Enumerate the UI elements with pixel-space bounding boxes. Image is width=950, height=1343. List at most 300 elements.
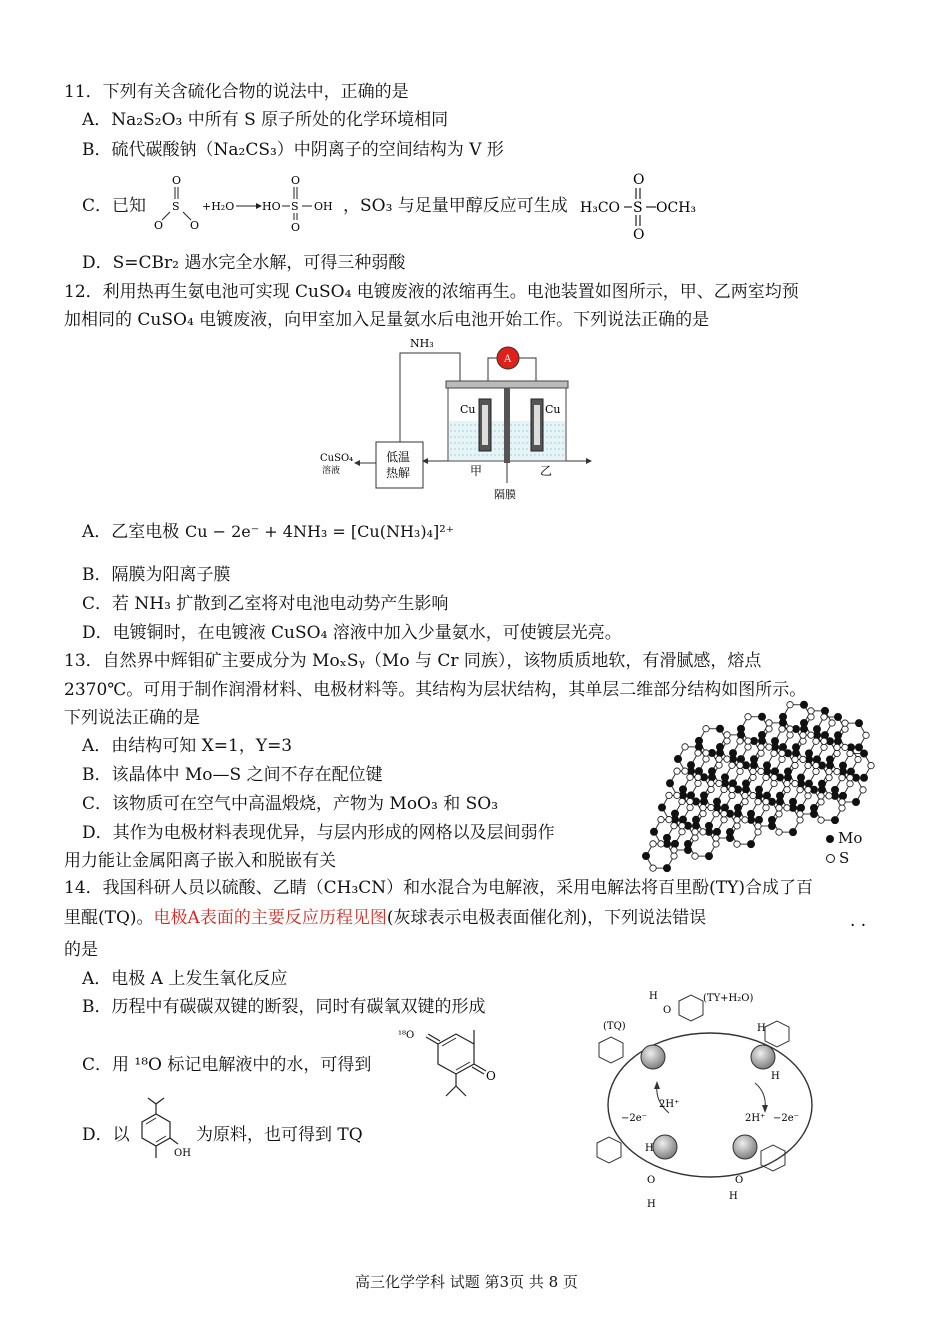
s-atom [839, 775, 845, 781]
q14-stem-line3: 的是 [64, 940, 98, 960]
s-atom [716, 780, 722, 786]
s-atom [763, 799, 769, 805]
mo-atom [852, 798, 859, 805]
mo-atom [834, 713, 841, 720]
s-atom [674, 768, 680, 774]
mo-atom [758, 731, 765, 738]
mo-atom [826, 756, 833, 763]
mo-atom [821, 707, 828, 714]
s-atom [860, 787, 866, 793]
chamber-yi-label: 乙 [540, 464, 553, 478]
s-atom [708, 780, 714, 786]
q12-option-a-equation: Cu − 2e⁻ + 4NH₃ = [Cu(NH₃)₄]²⁺ [185, 522, 455, 541]
s-atom [737, 738, 743, 744]
catalytic-cycle-diagram [585, 985, 815, 1210]
s-atom [724, 756, 730, 762]
s-atom [787, 732, 793, 738]
solution-label: 溶液 [322, 466, 341, 476]
q12-stem-line1: 12．利用热再生氨电池可实现 CuSO₄ 电镀废液的浓缩再生。电池装置如图所示，甲、乙两室均预 [64, 282, 799, 302]
s-atom [721, 817, 727, 823]
s-atom [708, 804, 714, 810]
s-atom [713, 841, 719, 847]
s-atom [713, 811, 719, 817]
s-atom [745, 744, 751, 750]
mo-atom [810, 804, 817, 811]
mo-atom [663, 865, 670, 872]
emphasis-dots: · · [850, 916, 867, 936]
q14-stem-prefix: 里醌(TQ)。 [64, 908, 154, 928]
pyrolysis-box [376, 442, 423, 488]
q12-option-d: D．电镀铜时，在电镀液 CuSO₄ 溶液中加入少量氨水，可使镀层光亮。 [82, 623, 622, 643]
s-atom [821, 714, 827, 720]
s-atom [745, 738, 751, 744]
mo-atom [821, 732, 828, 739]
mo-atom [742, 780, 749, 787]
cycle-o-bottom-left: O [647, 1175, 656, 1186]
mo-atom [779, 713, 786, 720]
mo-atom [800, 719, 807, 726]
ty-h2o-label: (TY+H₂O) [703, 993, 754, 1004]
pyrolysis-line1: 低温 [386, 450, 411, 464]
mo-atom [797, 804, 804, 811]
mo-atom [768, 816, 775, 823]
dms-s: S [633, 200, 643, 216]
s-atom [787, 702, 793, 708]
q13-stem-line2: 2370℃。可用于制作润滑材料、电极材料等。其结构为层状结构，其单层二维部分结构如图所示。 [64, 680, 807, 700]
mo-atom [779, 744, 786, 751]
catalyst-ball-3 [653, 1135, 677, 1159]
mo-atom [708, 768, 715, 775]
s-atom [729, 762, 735, 768]
q14-option-d-prefix: D．以 [82, 1125, 130, 1145]
s-atom [784, 780, 790, 786]
mo-atom [671, 840, 678, 847]
s-atom [666, 816, 672, 822]
s-atom [818, 793, 824, 799]
cu-left-label: Cu [460, 403, 476, 416]
s-atom [679, 829, 685, 835]
s-atom [813, 738, 819, 744]
dms-o-top: O [633, 172, 645, 188]
s-atom [737, 762, 743, 768]
mo-atom [721, 804, 728, 811]
s-atom [692, 829, 698, 835]
q12-option-c: C．若 NH₃ 扩散到乙室将对电池电动势产生影响 [82, 594, 449, 614]
mo-atom [642, 852, 649, 859]
s-atom [821, 738, 827, 744]
s-atom [671, 823, 677, 829]
s-atom [716, 756, 722, 762]
s-atom [695, 780, 701, 786]
mo-atom [713, 828, 720, 835]
mo-atom [855, 744, 862, 751]
s-atom [750, 768, 756, 774]
q11-option-c-prefix: C．已知 [82, 196, 147, 216]
s-atom [784, 805, 790, 811]
ammonia-battery-diagram [318, 335, 598, 505]
s-atom [797, 787, 803, 793]
dms-och3: OCH₃ [656, 200, 697, 216]
mo-atom [721, 774, 728, 781]
s-atom [800, 756, 806, 762]
q14-option-d-suffix: 为原料，也可得到 TQ [196, 1125, 363, 1145]
s-atom [792, 756, 798, 762]
mo-atom [818, 780, 825, 787]
s-atom [755, 823, 761, 829]
o18-quinone-structure [398, 1024, 508, 1104]
q14-option-a: A．电极 A 上发生氧化反应 [82, 969, 288, 989]
s-atom [763, 805, 769, 811]
mo-atom [797, 774, 804, 781]
s-atom [755, 829, 761, 835]
s-atom [847, 775, 853, 781]
cycle-h-right2: H [771, 1071, 780, 1082]
mo-atom [663, 834, 670, 841]
catalyst-ball-2 [751, 1045, 775, 1069]
s-atom [679, 823, 685, 829]
q13-stem-line3: 下列说法正确的是 [64, 708, 200, 728]
s-atom [839, 805, 845, 811]
h2so4-ho: HO [262, 200, 281, 213]
mo-atom [755, 816, 762, 823]
dimethyl-sulfate-structure [580, 172, 710, 242]
s-atom [842, 744, 848, 750]
s-atom [700, 804, 706, 810]
s-atom [671, 853, 677, 859]
s-atom [818, 817, 824, 823]
s-atom [734, 817, 740, 823]
chamber-jia-label: 甲 [470, 464, 483, 478]
s-atom [703, 756, 709, 762]
s-atom [666, 792, 672, 798]
q13-stem-line1: 13．自然界中辉钼矿主要成分为 MoₓSᵧ（Mo 与 Cr 同族），该物质质地软，有滑腻感，熔点 [64, 651, 762, 671]
s-atom [742, 817, 748, 823]
quinone-o: O [486, 1069, 496, 1083]
s-atom [826, 774, 832, 780]
s-atom [695, 750, 701, 756]
s-atom [847, 781, 853, 787]
s-atom [842, 720, 848, 726]
q13-option-d-line2: 用力能让金属阳离子嵌入和脱嵌有关 [64, 851, 336, 871]
so3-hydration-structure [150, 172, 340, 232]
s-atom [779, 756, 785, 762]
mo-atom [695, 768, 702, 775]
mo-atom [737, 725, 744, 732]
s-atom [834, 768, 840, 774]
q14-option-c: C．用 ¹⁸O 标记电解液中的水，可得到 [82, 1055, 372, 1075]
s-atom [771, 750, 777, 756]
s-atom [700, 810, 706, 816]
page-footer: 高三化学学科 试题 第3页 共 8 页 [355, 1273, 578, 1291]
mo-atom [813, 756, 820, 763]
s-atom [800, 738, 806, 744]
mo-atom [679, 786, 686, 793]
q14-option-b: B．历程中有碳碳双键的断裂，同时有碳氧双键的形成 [82, 997, 486, 1017]
s-atom [758, 750, 764, 756]
mo-atom [847, 768, 854, 775]
phenol-oh: OH [174, 1148, 191, 1159]
mo-atom [695, 737, 702, 744]
s-atom [713, 835, 719, 841]
s-atom [792, 762, 798, 768]
s-atom [847, 750, 853, 756]
cycle-o-top: O [663, 1005, 672, 1016]
s-atom [808, 708, 814, 714]
s-atom [724, 732, 730, 738]
release-h-left: 2H⁺ [659, 1099, 680, 1110]
mo-atom [679, 816, 686, 823]
mo-atom [789, 829, 796, 836]
mo-atom [671, 810, 678, 817]
mo-atom [700, 792, 707, 799]
s-atom [826, 768, 832, 774]
s-atom [703, 750, 709, 756]
s-atom [855, 756, 861, 762]
mo-atom [860, 774, 867, 781]
mo-atom [792, 744, 799, 751]
q11-stem: 11．下列有关含硫化合物的说法中，正确的是 [64, 82, 409, 102]
cycle-h-bottom-right: H [729, 1191, 738, 1202]
s-atom [750, 774, 756, 780]
s-atom [787, 726, 793, 732]
mo-atom [747, 841, 754, 848]
mo-atom [716, 725, 723, 732]
s-atom [797, 811, 803, 817]
s-atom [758, 768, 764, 774]
q11-option-b: B．硫代碳酸钠（Na₂CS₃）中阴离子的空间结构为 V 形 [82, 140, 504, 160]
mo-atom [763, 762, 770, 769]
s-atom [776, 805, 782, 811]
s-atom [687, 774, 693, 780]
s-atom [766, 744, 772, 750]
mo-atom [705, 853, 712, 860]
s-atom [805, 793, 811, 799]
mo-atom [684, 840, 691, 847]
mo-atom [729, 780, 736, 787]
dms-h3co: H₃CO [580, 200, 621, 216]
s-atom [813, 762, 819, 768]
s-atom [708, 786, 714, 792]
q12-option-b: B．隔膜为阳离子膜 [82, 565, 231, 585]
s-atom [737, 768, 743, 774]
cycle-h-right: H [757, 1023, 766, 1034]
mo-atom [860, 750, 867, 757]
mo-atom [789, 798, 796, 805]
mo-atom [839, 762, 846, 769]
s-atom [721, 786, 727, 792]
s-atom [692, 853, 698, 859]
s-atom [700, 829, 706, 835]
mo-atom [805, 780, 812, 787]
s-atom [839, 799, 845, 805]
electron-left: −2e⁻ [621, 1113, 647, 1124]
s-atom [763, 774, 769, 780]
tq-label: (TQ) [603, 1021, 626, 1032]
so3-o-right: O [190, 219, 200, 232]
s-atom [771, 774, 777, 780]
s-atom [800, 732, 806, 738]
ammeter-label: A [504, 354, 512, 365]
s-atom [813, 768, 819, 774]
o18-label: ¹⁸O [398, 1030, 415, 1041]
s-atom [679, 798, 685, 804]
s-atom [650, 841, 656, 847]
legend-mo: Mo [826, 826, 862, 850]
mo-atom [650, 828, 657, 835]
q14-stem-line2 [64, 906, 706, 930]
h2so4-s: S [291, 200, 299, 213]
s-atom [776, 829, 782, 835]
q13-option-c: C．该物质可在空气中高温煅烧，产物为 MoO₃ 和 SO₃ [82, 794, 499, 814]
mo-atom [687, 792, 694, 799]
mo-atom [839, 792, 846, 799]
q12-stem-line2: 加相同的 CuSO₄ 电镀废液，向甲室加入足量氨水后电池开始工作。下列说法正确的是 [64, 310, 710, 330]
cycle-o-bottom-right: O [735, 1175, 744, 1186]
mo-atom [813, 726, 820, 733]
cycle-h-bottom-left2: H [647, 1199, 656, 1210]
q12-option-a-prefix: A．乙室电极 [82, 522, 180, 542]
mo-atom [805, 750, 812, 757]
s-atom [650, 865, 656, 871]
mo-atom [674, 755, 681, 762]
catalyst-ball-1 [641, 1045, 665, 1069]
s-atom [721, 811, 727, 817]
electron-right: −2e⁻ [773, 1113, 799, 1124]
mo-atom [758, 713, 765, 720]
s-atom [729, 786, 735, 792]
pyrolysis-line2: 热解 [386, 466, 411, 480]
s-atom [779, 750, 785, 756]
mo-atom [666, 780, 673, 787]
nh3-label: NH₃ [410, 337, 434, 350]
s-atom [834, 744, 840, 750]
cu-right-label: Cu [545, 403, 561, 416]
q13-option-a: A．由结构可知 X=1，Y=3 [82, 736, 293, 756]
s-atom [742, 792, 748, 798]
s-atom [703, 726, 709, 732]
s-atom [821, 744, 827, 750]
membrane-label: 隔膜 [494, 488, 516, 501]
q11-option-c-mid: ，SO₃ 与足量甲醇反应可生成 [343, 196, 568, 216]
h2so4-o-top: O [291, 174, 301, 187]
s-atom [716, 762, 722, 768]
legend-s: S [826, 846, 849, 870]
s-atom [766, 726, 772, 732]
s-atom [755, 799, 761, 805]
mo-atom [831, 817, 838, 824]
mo-atom [784, 768, 791, 775]
s-dot-icon [826, 854, 835, 863]
h2so4-oh: OH [314, 200, 333, 213]
s-atom [826, 793, 832, 799]
s-atom [842, 726, 848, 732]
s-atom [805, 762, 811, 768]
cuso4-out-label: CuSO₄ [320, 453, 354, 464]
s-atom [834, 750, 840, 756]
cycle-h-top: H [649, 991, 658, 1002]
s-atom [805, 787, 811, 793]
mo-atom [771, 738, 778, 745]
s-atom [758, 744, 764, 750]
s-atom [745, 714, 751, 720]
s-atom [808, 732, 814, 738]
catalyst-ball-4 [733, 1135, 757, 1159]
s-atom [682, 744, 688, 750]
mo-atom [726, 828, 733, 835]
plus-water: +H₂O [202, 200, 235, 213]
so3-o-top: O [172, 174, 182, 187]
q13-option-b: B．该晶体中 Mo—S 之间不存在配位键 [82, 765, 383, 785]
q13-option-d-line1: D．其作为电极材料表现优异，与层内形成的网格以及层间弱作 [82, 823, 555, 843]
s-atom [658, 816, 664, 822]
s-atom [682, 768, 688, 774]
s-atom [750, 792, 756, 798]
s-atom [687, 804, 693, 810]
s-atom [808, 714, 814, 720]
s-atom [797, 817, 803, 823]
release-h-right: 2H⁺ [745, 1113, 766, 1124]
s-atom [674, 792, 680, 798]
mo-atom [776, 792, 783, 799]
mo-dot-icon [826, 835, 834, 843]
mo-atom [834, 732, 841, 739]
s-atom [658, 841, 664, 847]
mo-atom [658, 804, 665, 811]
mo-atom [729, 750, 736, 757]
s-atom [692, 835, 698, 841]
q14-stem-highlight: 电极A表面的主要反应历程见图 [153, 908, 387, 928]
mo-atom [687, 762, 694, 769]
q14-stem-line1: 14．我国科研人员以硫酸、乙睛（CH₃CN）和水混合为电解液，采用电解法将百里酚(TY)合成了百 [64, 878, 813, 898]
s-atom [687, 798, 693, 804]
q14-stem-suffix: (灰球表示电极表面催化剂)，下列说法错误 [386, 908, 707, 928]
s-atom [771, 780, 777, 786]
s-atom [724, 738, 730, 744]
mo-atom [705, 822, 712, 829]
s-atom [868, 762, 874, 768]
dms-o-bottom: O [633, 227, 645, 243]
mo-atom [750, 756, 757, 763]
mo-atom [771, 768, 778, 775]
s-atom [779, 726, 785, 732]
s-atom [742, 798, 748, 804]
s-atom [734, 823, 740, 829]
s-atom [792, 780, 798, 786]
s-atom [695, 774, 701, 780]
mo-atom [855, 720, 862, 727]
s-atom [784, 786, 790, 792]
mo-atom [716, 743, 723, 750]
mo-atom [747, 810, 754, 817]
s-atom [671, 847, 677, 853]
s-atom [729, 792, 735, 798]
mo-atom [763, 792, 770, 799]
s-atom [863, 732, 869, 738]
cycle-h-bottom-left: H [645, 1143, 654, 1154]
mo-atom [831, 786, 838, 793]
mo-atom [755, 786, 762, 793]
h2so4-o-bottom: O [291, 221, 301, 234]
s-atom [776, 811, 782, 817]
s-atom [818, 799, 824, 805]
mo-atom [800, 701, 807, 708]
mo-atom [737, 756, 744, 763]
s-atom [734, 841, 740, 847]
so3-s: S [172, 200, 180, 213]
q11-option-d: D．S=CBr₂ 遇水完全水解，可得三种弱酸 [82, 253, 406, 273]
so3-o-left: O [154, 219, 164, 232]
phenol-structure [124, 1102, 194, 1166]
